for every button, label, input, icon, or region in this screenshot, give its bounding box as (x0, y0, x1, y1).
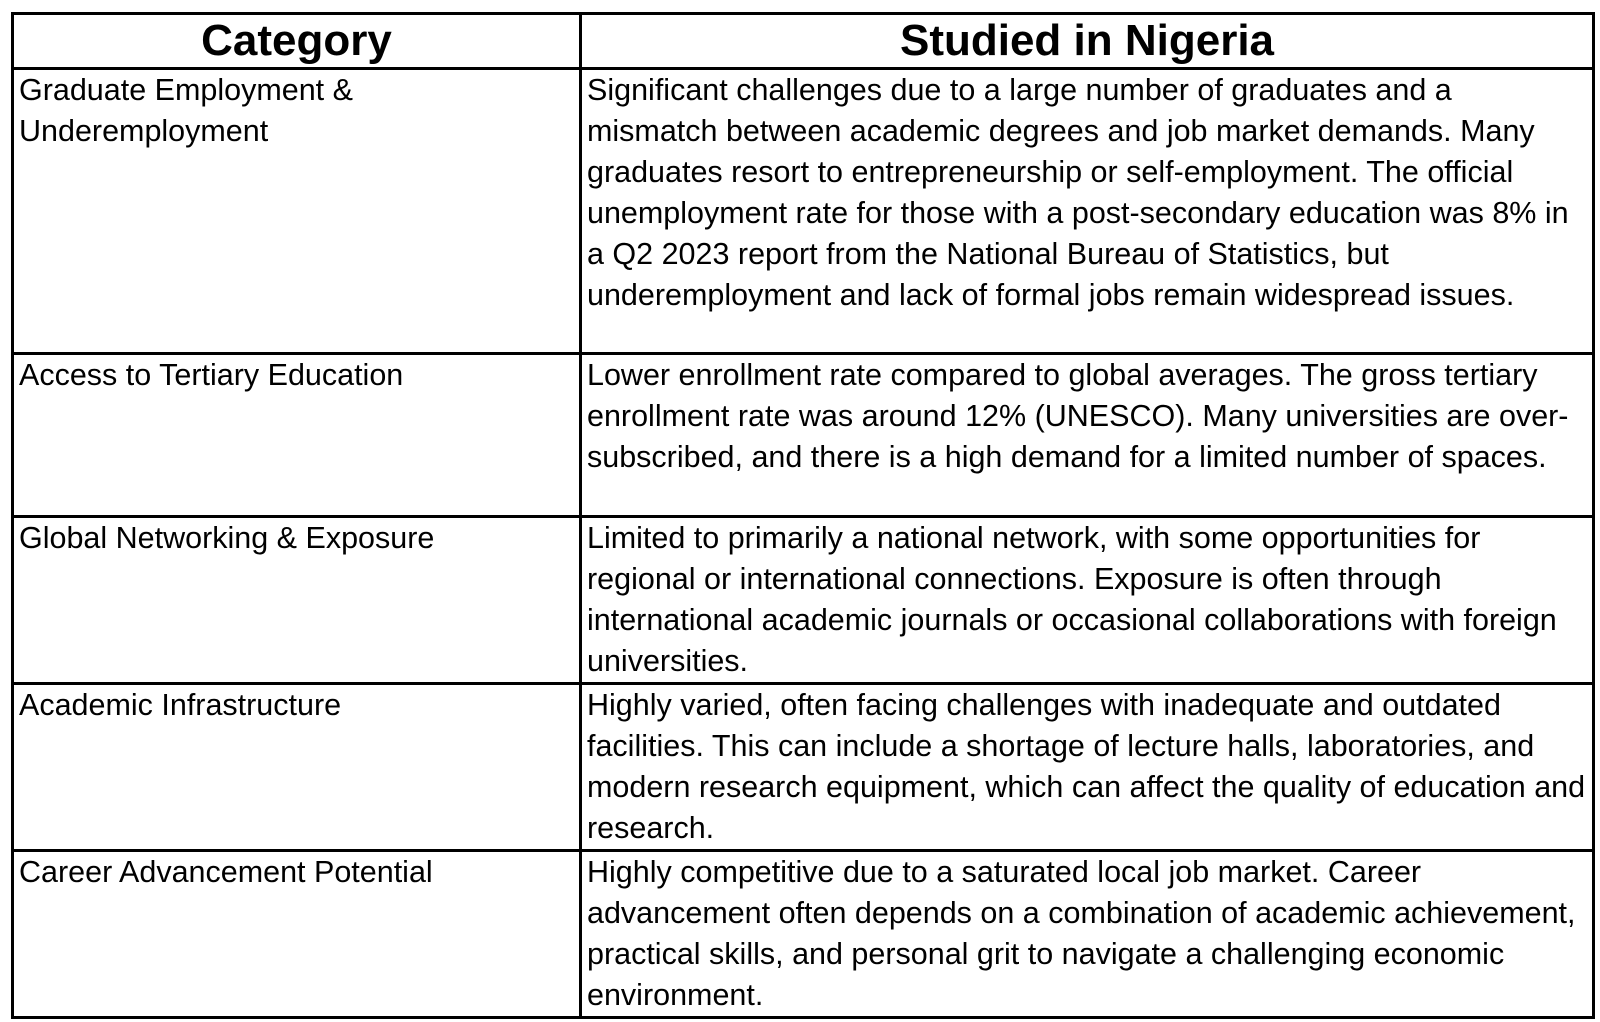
table-row (13, 69, 1594, 354)
detail-cell: Lower enrollment rate compared to global averages. The gross tertiary enrollment rate was around 12% (UNESCO). Many universities are over-subscribed, and there is a high demand for a limited number of spaces. (581, 354, 1594, 517)
header-studied-in-nigeria: Studied in Nigeria (581, 14, 1594, 69)
comparison-table (11, 12, 1595, 1019)
category-cell: Academic Infrastructure (13, 684, 581, 851)
header-row (13, 14, 1594, 69)
category-cell: Career Advancement Potential (13, 851, 581, 1018)
table-row (13, 517, 1594, 684)
header-category: Category (13, 14, 581, 69)
detail-cell: Limited to primarily a national network, with some opportunities for regional or international connections. Exposure is often through international academic journals or occasional collaborations with foreign universities. (581, 517, 1594, 684)
table-row (13, 354, 1594, 517)
category-cell: Graduate Employment & Underemployment (13, 69, 581, 354)
category-cell: Access to Tertiary Education (13, 354, 581, 517)
category-cell: Global Networking & Exposure (13, 517, 581, 684)
table-row (13, 684, 1594, 851)
detail-cell: Highly varied, often facing challenges with inadequate and outdated facilities. This can include a shortage of lecture halls, laboratories, and modern research equipment, which can affect the quality of education and research. (581, 684, 1594, 851)
detail-cell: Significant challenges due to a large number of graduates and a mismatch between academic degrees and job market demands. Many graduates resort to entrepreneurship or self-employment. The official unemployment rate for those with a post-secondary education was 8% in a Q2 2023 report from the National Bureau of Statistics, but underemployment and lack of formal jobs remain widespread issues. (581, 69, 1594, 354)
detail-cell: Highly competitive due to a saturated local job market. Career advancement often depends on a combination of academic achievement, practical skills, and personal grit to navigate a challenging economic environment. (581, 851, 1594, 1018)
table-row (13, 851, 1594, 1018)
